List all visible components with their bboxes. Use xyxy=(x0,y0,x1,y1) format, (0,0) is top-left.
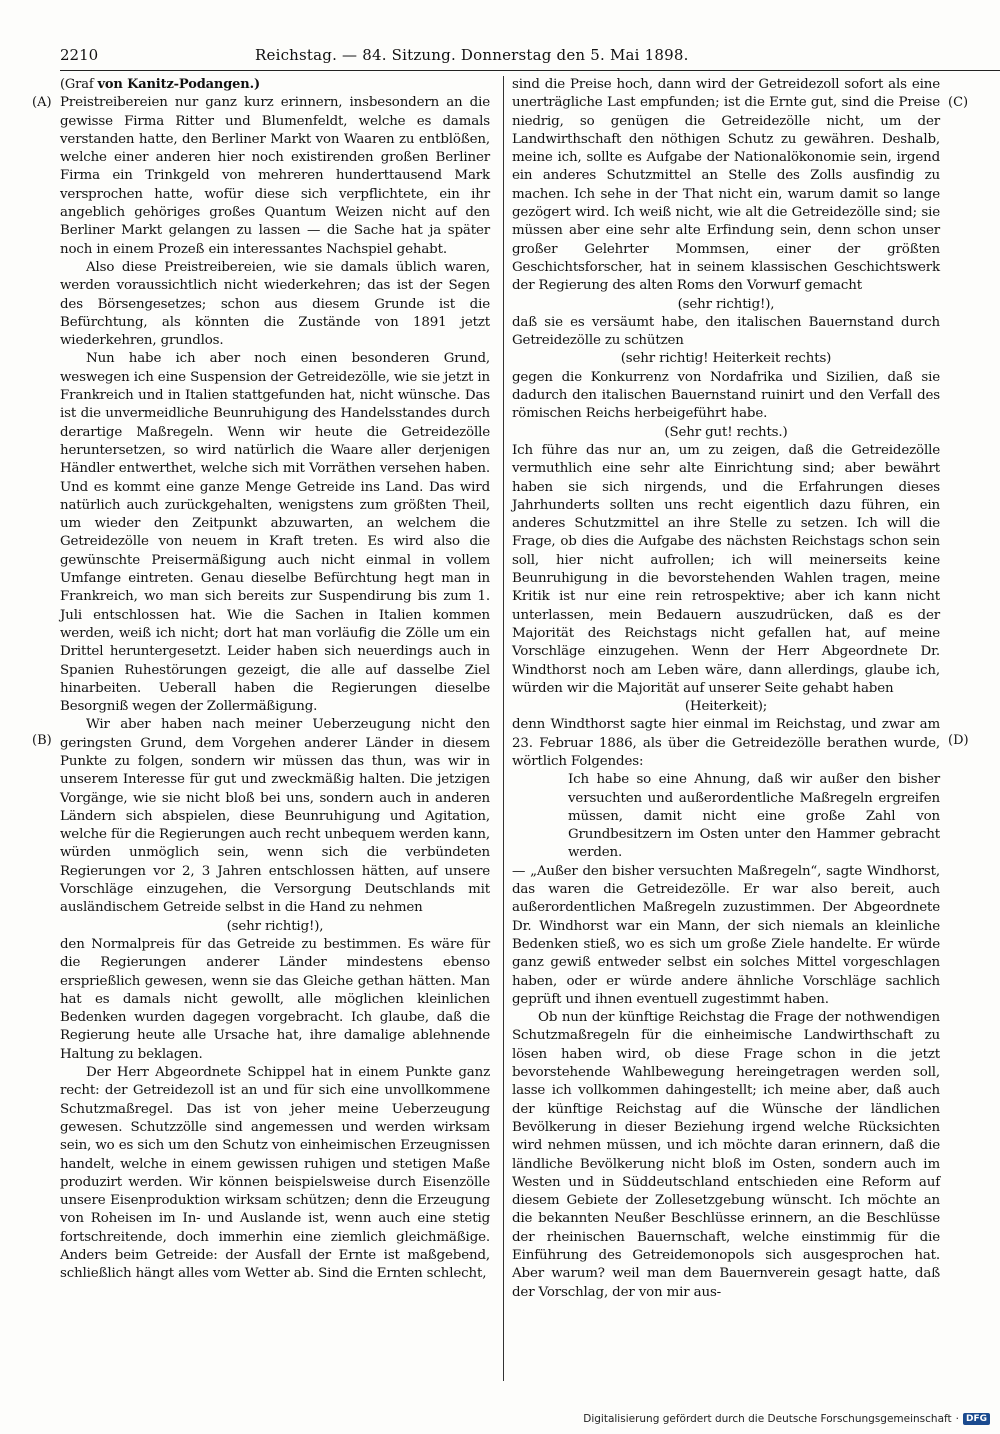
paragraph: — „Außer den bisher versuchten Maßregeln“, sagte Windhorst, das waren die Getreidezölle. Er war also bereit, auch außerordentlichen Maßregeln zuzustimmen. Der Abgeordnete Dr. Windhorst war ein Mann, der sich niemals an kleinliche Bedenken stieß, wo es sich um große Ziele handelte. Er würde ganz gewiß entweder selbst ein solches Mittel vorgeschlagen haben, oder er würde andere ähnliche Vorschläge sachlich geprüft und ihnen eventuell zugestimmt haben. xyxy=(512,863,940,1007)
footer-text: Digitalisierung gefördert durch die Deutsche Forschungsgemeinschaft xyxy=(583,1413,952,1425)
left-column xyxy=(60,76,490,1284)
interjection: (Heiterkeit); xyxy=(684,699,768,715)
margin-marker-b: (B) xyxy=(32,733,52,748)
speaker-name: von Kanitz-Podangen.) xyxy=(97,77,260,92)
paragraph: gegen die Konkurrenz von Nordafrika und Sizilien, daß sie dadurch den italischen Bauernstand ruinirt und den Verfall des römischen Reichs herbeigeführt habe. xyxy=(512,369,940,422)
paragraph: Also diese Preistreibereien, wie sie damals üblich waren, werden voraussichtlich nicht wiederkehren; das ist der Segen des Börsengesetzes; schon aus diesem Grunde ist die Befürchtung, als könnten die Zustände von 1891 jetzt wiederkehren, grundlos. xyxy=(60,259,490,349)
paragraph: Nun habe ich aber noch einen besonderen Grund, weswegen ich eine Suspension der Getreidezölle, wie sie jetzt in Frankreich und in Italien stattgefunden hat, nicht wünsche. Das ist die unvermeidliche Beunruhigung des Handelsstandes durch derartige Maßregeln. Wenn wir heute die Getreidezölle heruntersetzen, so wird natürlich die Waare aller derjenigen Händler entwerthet, welche sich mit Vorräthen versehen haben. Und es kommt eine ganze Menge Getreide ins Land. Das wird natürlich auch zurückgehalten, wenigstens zum größten Theil, um wieder den Zeitpunkt abzuwarten, an welchem die Getreidezölle von neuem in Kraft treten. Es wird also die gewünschte Preisermäßigung auch nicht einmal in vollem Umfange eintreten. Genau dieselbe Befürchtung hegt man in Frankreich, wo man sich bereits zur Suspendirung bis zum 1. Juli entschlossen hat. Wie die Sachen in Italien kommen werden, weiß ich nicht; dort hat man vorläufig die Zölle um ein Drittel heruntergesetzt. Leider haben sich neuerdings auch in Spanien Ruhestörungen gezeigt, die alle auf dasselbe Ziel hinarbeiten. Ueberall haben die Regierungen dieselbe Besorgniß wegen der Zollermäßigung. xyxy=(60,351,490,715)
running-title: Reichstag. — 84. Sitzung. Donnerstag den 5. Mai 1898. xyxy=(255,46,689,64)
speaker-line xyxy=(60,76,490,94)
interjection: (Sehr gut! rechts.) xyxy=(664,424,788,440)
paragraph: denn Windthorst sagte hier einmal im Reichstag, und zwar am 23. Februar 1886, als über die Getreidezölle berathen wurde, wörtlich Folgendes: xyxy=(512,717,940,769)
right-column xyxy=(512,76,940,1302)
paragraph: den Normalpreis für das Getreide zu bestimmen. Es wäre für die Regierungen anderer Länder mindestens ebenso ersprießlich gewesen, wenn sie das Gleiche gethan hätten. Man hat es damals nicht gewollt, alle möglichen kleinlichen Bedenken wurden dagegen vorgebracht. Ich glaube, daß die Regierung heute alle Ursache hat, ihre damalige ablehnende Haltung zu beklagen. xyxy=(60,936,490,1062)
paragraph: Wir aber haben nach meiner Ueberzeugung nicht den geringsten Grund, dem Vorgehen anderer Länder in diesem Punkte zu folgen, sondern wir müssen das thun, was wir in unserem Interesse für gut und zweckmäßig halten. Die jetzigen Vorgänge, wie sie nicht bloß bei uns, sondern auch in anderen Ländern sich abspielen, diese Beunruhigung und Agitation, welche für die Regierungen auch recht unbequem werden kann, würden unmöglich sein, wenn sich die verbündeten Regierungen vor 2, 3 Jahren entschlossen hätten, auf unsere Vorschläge einzugehen, die Versorgung Deutschlands mit ausländischem Getreide selbst in die Hand zu nehmen xyxy=(60,717,490,916)
paragraph: daß sie es versäumt habe, den italischen Bauernstand durch Getreidezölle zu schützen xyxy=(512,314,940,349)
page-number: 2210 xyxy=(60,46,99,64)
paragraph: sind die Preise hoch, dann wird der Getreidezoll sofort als eine unerträgliche Last empfunden; ist die Ernte gut, sind die Preise niedrig, so genügen die Getreidezölle nicht, um der Landwirthschaft den nöthigen Schutz zu gewähren. Deshalb, meine ich, sollte es Aufgabe der Nationalökonomie sein, irgend ein anderes Schutzmittel an Stelle des Zolls ausfindig zu machen. Ich sehe in der That nicht ein, warum damit so lange gezögert wird. Ich weiß nicht, wie alt die Getreidezölle sind; sie müssen aber eine sehr alte Erfindung sein, denn schon unser großer Gelehrter Mommsen, einer der größten Geschichtsforscher, hat in seinem klassischen Geschichtswerk der Regierung des alten Roms den Vorwurf gemacht xyxy=(512,77,940,294)
margin-marker-a: (A) xyxy=(32,95,52,110)
footer-credit xyxy=(583,1413,990,1425)
dfg-logo-icon: DFG xyxy=(963,1413,990,1425)
block-quote: Ich habe so eine Ahnung, daß wir außer den bisher versuchten und außerordentliche Maßregeln ergreifen müssen, damit nicht eine große Zahl von Grundbesitzern im Osten unter den Hammer gebracht werden. xyxy=(568,772,940,861)
header-rule xyxy=(60,70,1000,71)
interjection: (sehr richtig!), xyxy=(677,296,775,312)
margin-marker-c: (C) xyxy=(948,95,969,110)
paragraph: Der Herr Abgeordnete Schippel hat in einem Punkte ganz recht: der Getreidezoll ist an und für sich eine unvollkommene Schutzmaßregel. Das ist von jeher meine Ueberzeugung gewesen. Schutzzölle sind angemessen und werden wirksam sein, wo es sich um den Schutz von einheimischen Erzeugnissen handelt, welche in einem gewissen ruhigen und stetigen Maße produzirt werden. Wir können beispielsweise durch Eisenzölle unsere Eisenproduktion wirksam schützen; denn die Erzeugung von Roheisen im In- und Auslande ist, wenn auch eine stetig fortschreitende, doch immerhin eine ziemlich gleichmäßige. Anders beim Getreide: der Ausfall der Ernte ist maßgebend, schließlich hängt alles vom Wetter ab. Sind die Ernten schlecht, xyxy=(60,1065,490,1282)
separator-dot: · xyxy=(955,1413,959,1425)
interjection: (sehr richtig! Heiterkeit rechts) xyxy=(620,351,832,367)
page-header xyxy=(60,44,1000,68)
margin-marker-d: (D) xyxy=(948,733,969,748)
column-divider xyxy=(503,76,504,1381)
paragraph: Preistreibereien nur ganz kurz erinnern, insbesondern an die gewisse Firma Ritter und Blumenfeldt, welche es damals verstanden hatte, den Berliner Markt von Waaren zu entblößen, welche einer anderen hier noch existirenden großen Berliner Firma ein Trinkgeld von mehreren hunderttausend Mark versprochen hatte, wofür diese sich verpflichtete, ein ihr angeblich gehöriges großes Quantum Weizen nicht auf den Berliner Markt gelangen zu lassen — die Sache hat ja später noch in einem Prozeß ein interessantes Nachspiel gehabt. xyxy=(60,95,490,257)
speaker-prefix: (Graf xyxy=(60,77,94,92)
paragraph: Ob nun der künftige Reichstag die Frage der nothwendigen Schutzmaßregeln für die einheimische Landwirthschaft zu lösen haben wird, ob diese Frage schon in die jetzt bevorstehende Wahlbewegung hereingetragen werden soll, lasse ich vollkommen dahingestellt; ich meine aber, daß auch der künftige Reichstag auf die Wünsche der ländlichen Bevölkerung in dieser Beziehung irgend welche Rücksichten wird nehmen müssen, und ich möchte daran erinnern, daß die ländliche Bevölkerung nicht bloß im Osten, sondern auch im Westen und in Süddeutschland entschieden eine Reform auf diesem Gebiete der Zollesetzgebung wünscht. Ich möchte an die bekannten Neußer Beschlüsse erinnern, an die Beschlüsse der rheinischen Bauernschaft, welche einstimmig für die Einführung des Getreidemonopols sich ausgesprochen hat. Aber warum? weil man dem Bauernverein gesagt hatte, daß der Vorschlag, der von mir aus- xyxy=(512,1010,940,1300)
paragraph: Ich führe das nur an, um zu zeigen, daß die Getreidezölle vermuthlich eine sehr alte Einrichtung sind; aber bewährt haben sie sich nirgends, und die Erfahrungen dieses Jahrhunderts sollten uns recht eigentlich dazu führen, ein anderes Schutzmittel an ihre Stelle zu setzen. Ich will die Frage, ob dies die Aufgabe des nächsten Reichstags schon sein soll, hier nicht aufrollen; ich will meinerseits keine Beunruhigung in die bevorstehenden Wahlen tragen, meine Kritik ist nur eine rein retrospektive; aber ich kann nicht unterlassen, mein Bedauern auszudrücken, daß es der Majorität des Reichstags nicht gefallen hat, auf meine Vorschläge einzugehen. Wenn der Herr Abgeordnete Dr. Windthorst noch am Leben wäre, dann allerdings, glaube ich, würden wir die Majorität auf unserer Seite gehabt haben xyxy=(512,442,940,696)
interjection: (sehr richtig!), xyxy=(226,918,324,934)
